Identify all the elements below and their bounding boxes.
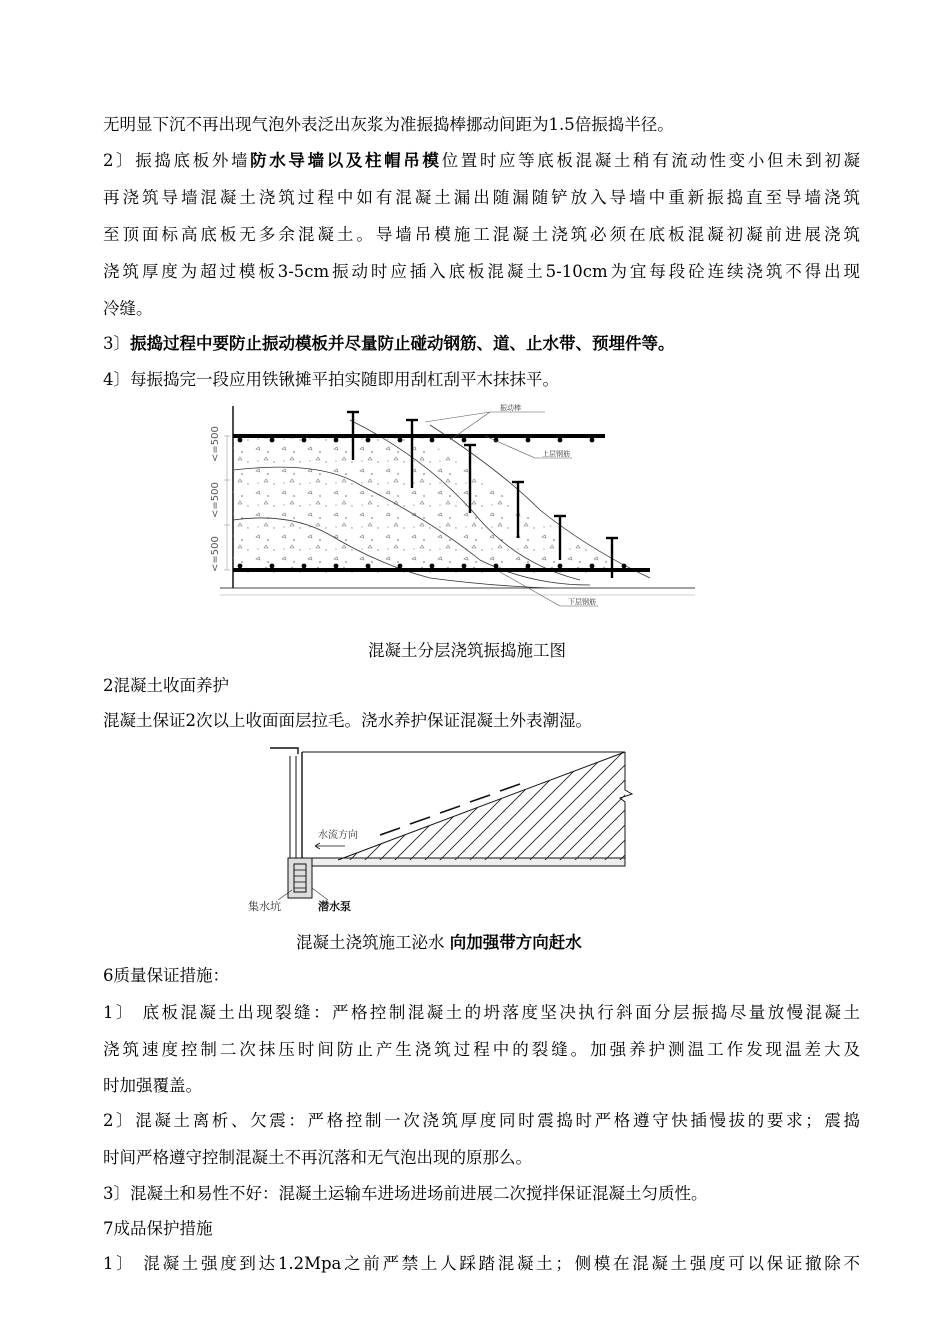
bold-text-run: 振捣过程中要防止振动模板并尽量防止碰动钢筋、道、止水带、预埋件等。 bbox=[130, 334, 675, 353]
flow-direction-label: 水流方向 bbox=[318, 830, 358, 841]
paragraph-line: 至顶面标高底板无多余混凝土。导墙吊模施工混凝土浇筑必须在底板混凝初凝前进展浇筑 bbox=[103, 225, 860, 244]
section-heading: 7成品保护措施 bbox=[103, 1219, 213, 1238]
top-rebar-label: 上层钢筋 bbox=[542, 450, 570, 458]
flow-arrows bbox=[380, 784, 520, 835]
paragraph-line: 浇筑速度控制二次抹压时间防止产生浇筑过程中的裂缝。加强养护测温工作发现温差大及 bbox=[103, 1040, 860, 1059]
paragraph-line: 冷缝。 bbox=[103, 299, 153, 318]
list-number: 3〕 bbox=[103, 334, 130, 353]
paragraph-line: 浇筑厚度为超过模板3-5cm振动时应插入底板混凝土5-10cm为宜每段砼连续浇筑不得出现 bbox=[103, 262, 860, 281]
dimension-label: <=500 bbox=[210, 426, 221, 462]
paragraph-line: 无明显下沉不再出现气泡外表泛出灰浆为准振捣棒挪动间距为1.5倍振捣半径。 bbox=[103, 115, 674, 134]
paragraph-line: 混凝土保证2次以上收面面层拉毛。浇水养护保证混凝土外表潮湿。 bbox=[103, 711, 592, 730]
vibrator-label: 振动棒 bbox=[500, 404, 521, 412]
bold-text-run: 防水导墙以及柱帽吊模 bbox=[250, 151, 442, 170]
paragraph-line: 时加强覆盖。 bbox=[103, 1076, 202, 1095]
paragraph-line bbox=[103, 334, 675, 354]
paragraph-line: 1〕 底板混凝土出现裂缝：严格控制混凝土的坍落度坚决执行斜面分层振捣尽量放慢混凝土 bbox=[103, 1003, 860, 1022]
paragraph-line: 4〕每振捣完一段应用铁锹摊平拍实随即用刮杠刮平木抹抹平。 bbox=[103, 370, 559, 389]
figure-caption bbox=[296, 933, 582, 953]
paragraph-line: 3〕混凝土和易性不好：混凝土运输车进场进场前进展二次搅拌保证混凝土匀质性。 bbox=[103, 1184, 708, 1203]
figure-caption: 混凝土分层浇筑振捣施工图 bbox=[368, 641, 566, 660]
bleed-water-diagram bbox=[240, 740, 640, 915]
text-run: 2〕振捣底板外墙 bbox=[103, 151, 251, 170]
paragraph-line: 1〕 混凝土强度到达1.2Mpa之前严禁上人踩踏混凝土；侧模在混凝土强度可以保证撤除不 bbox=[103, 1254, 860, 1273]
pump-label: 潜水泵 bbox=[318, 900, 351, 913]
bottom-rebar-label: 下层钢筋 bbox=[568, 598, 596, 606]
sump-pit-label: 集水坑 bbox=[248, 900, 281, 913]
text-run: 位置时应等底板混凝土稍有流动性变小但未到初凝 bbox=[441, 151, 861, 170]
section-heading: 6质量保证措施： bbox=[103, 966, 229, 985]
paragraph-line: 2〕混凝土离析、欠震：严格控制一次浇筑厚度同时震捣时严格遵守快插慢拔的要求；震捣 bbox=[103, 1111, 860, 1130]
paragraph-line: 时间严格遵守控制混凝土不再沉落和无气泡出现的原那么。 bbox=[103, 1148, 532, 1167]
paragraph-line bbox=[103, 151, 860, 171]
caption-bold-text: 向加强带方向赶水 bbox=[449, 933, 582, 952]
dimension-label: <=500 bbox=[210, 536, 221, 572]
dimension-label: <=500 bbox=[210, 482, 221, 518]
section-heading: 2混凝土收面养护 bbox=[103, 676, 229, 695]
paragraph-line: 再浇筑导墙混凝土浇筑过程中如有混凝土漏出随漏随铲放入导墙中重新振捣直至导墙浇筑 bbox=[103, 188, 860, 207]
caption-text: 混凝土浇筑施工泌水 bbox=[296, 933, 445, 952]
layered-pouring-diagram bbox=[200, 400, 700, 615]
